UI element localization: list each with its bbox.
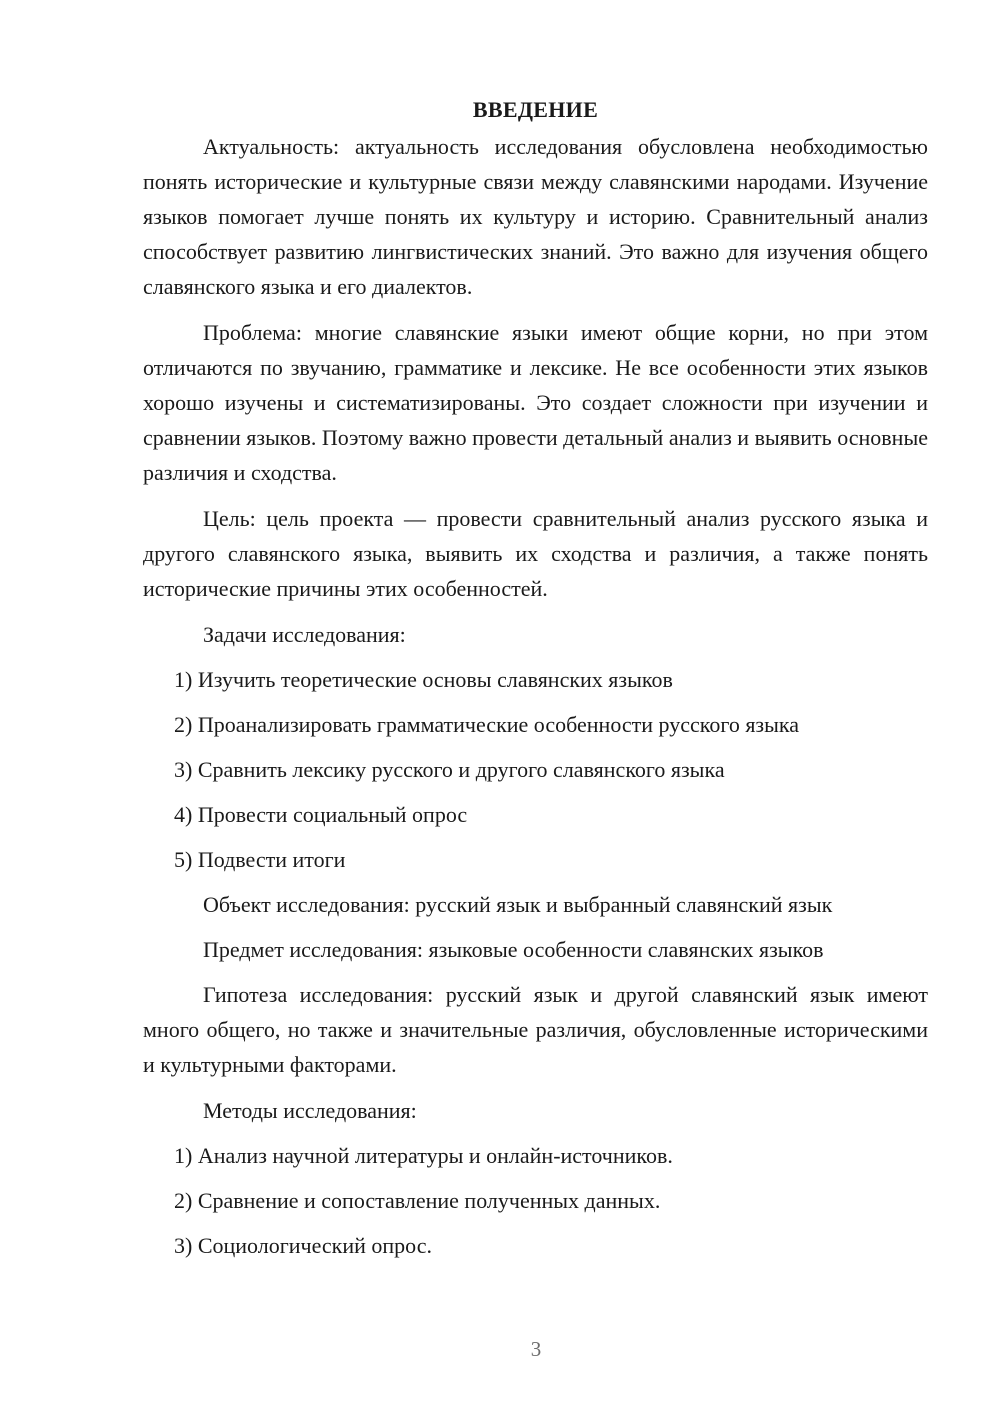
task-item-2: 2) Проанализировать грамматические особенности русского языка <box>174 712 800 737</box>
page-number: 3 <box>530 1337 542 1361</box>
section-title: ВВЕДЕНИЕ <box>472 97 599 122</box>
problem-paragraph: Проблема: многие славянские языки имеют общие корни, но при этом отличаются по звучанию, грамматике и лексике. Не все особенности этих языков хорошо изучены и систематизированы. Это создает сложности при изучении и сравнении языков. Поэтому важно провести детальный анализ и выявить основные различия и сходства. <box>143 320 928 485</box>
page-content <box>143 92 928 1273</box>
methods-heading: Методы исследования: <box>203 1098 417 1123</box>
subject-line: Предмет исследования: языковые особенности славянских языков <box>203 937 824 962</box>
task-item-3: 3) Сравнить лексику русского и другого славянского языка <box>174 757 725 782</box>
method-item-3: 3) Социологический опрос. <box>174 1233 432 1258</box>
task-item-5: 5) Подвести итоги <box>174 847 346 872</box>
task-item-4: 4) Провести социальный опрос <box>174 802 468 827</box>
method-item-1: 1) Анализ научной литературы и онлайн-источников. <box>174 1143 673 1168</box>
tasks-heading: Задачи исследования: <box>203 622 406 647</box>
hypothesis-paragraph: Гипотеза исследования: русский язык и другой славянский язык имеют много общего, но также и значительные различия, обусловленные историческими и культурными факторами. <box>143 982 928 1077</box>
task-item-1: 1) Изучить теоретические основы славянских языков <box>174 667 673 692</box>
goal-paragraph: Цель: цель проекта — провести сравнительный анализ русского языка и другого славянского языка, выявить их сходства и различия, а также понять исторические причины этих особенностей. <box>143 506 928 601</box>
relevance-paragraph: Актуальность: актуальность исследования обусловлена необходимостью понять исторические и культурные связи между славянскими народами. Изучение языков помогает лучше понять их культуру и историю. Сравнительный анализ способствует развитию лингвистических знаний. Это важно для изучения общего славянского языка и его диалектов. <box>143 134 928 299</box>
method-item-2: 2) Сравнение и сопоставление полученных данных. <box>174 1188 661 1213</box>
object-line: Объект исследования: русский язык и выбранный славянский язык <box>203 892 833 917</box>
